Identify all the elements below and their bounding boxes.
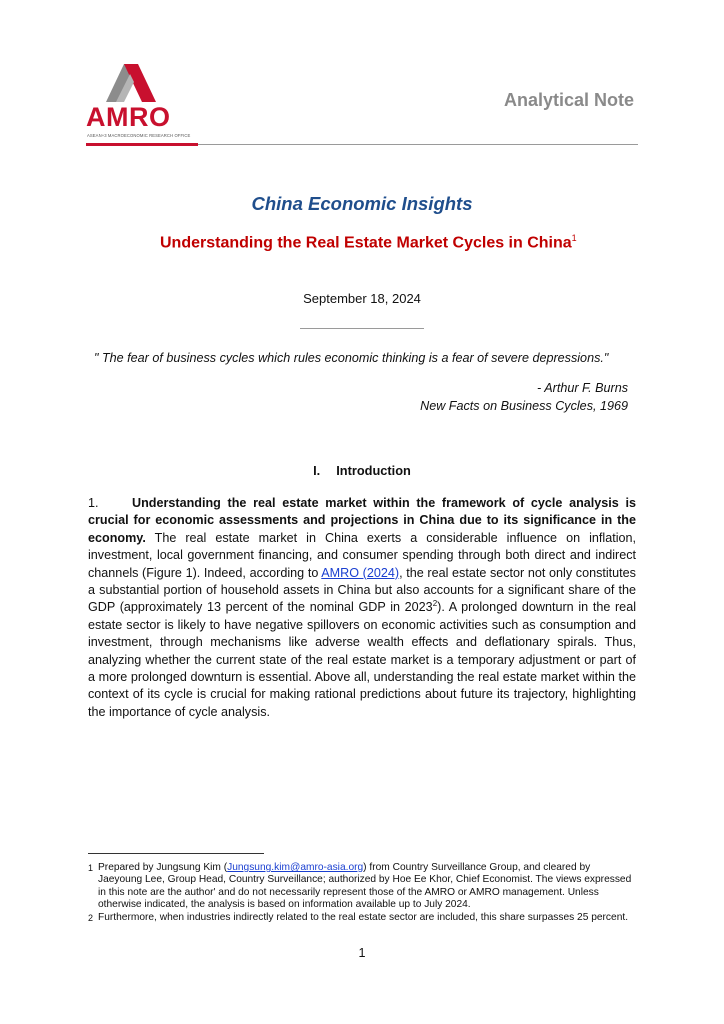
body-paragraph [88,495,636,721]
paragraph-text: The real estate market in China exerts a considerable influence on inflation, investment, local government financing, and consumer spending through both direct and indirect channels (Figure 1). Indeed, according to [88,530,636,580]
main-title-footnote-ref[interactable]: 1 [571,233,577,243]
series-title: China Economic Insights [251,193,473,214]
document-type-label: Analytical Note [503,90,634,110]
header-rule [198,144,638,145]
section-heading [0,463,724,478]
footnote-text: Furthermore, when industries indirectly related to the real estate sector are included, this share surpasses 25 percent. [98,912,629,923]
epigraph-quote: " The fear of business cycles which rules economic thinking is a fear of severe depressions." [94,351,609,365]
page-number: 1 [358,946,366,960]
publication-date: September 18, 2024 [303,291,421,306]
footnote-marker: 1 [88,863,94,873]
header-rule-accent [86,143,198,146]
epigraph-source: New Facts on Business Cycles, 1969 [420,399,628,413]
amro-2024-link[interactable]: AMRO (2024) [321,565,400,580]
author-email-link[interactable]: Jungsung.kim@amro-asia.org [227,862,364,873]
paragraph-text: ). A prolonged downturn in the real estate sector is likely to have negative spillovers on economic activities such as consumption and investment, through mechanisms like adverse wealth effects and deflationary spirals. Thus, analyzing whether the current state of the real estate market is a temporary adjustment or part of a more prolonged downturn is essential. Above all, understanding the real estate market within the context of its cycle is crucial for making rational predictions about future its trajectory, highlighting the importance of cycle analysis. [88,600,636,719]
section-title: Introduction [336,463,411,478]
amro-logo-mark [86,62,166,104]
paragraph-text: , the real estate sector not only constitutes a substantial portion of household assets in China but also accounts for a significant share of the GDP (approximately 13 percent of the nominal GDP in 2023 [88,565,636,615]
footnote-2 [88,912,636,924]
main-title-text: Understanding the Real Estate Market Cycles in China [160,234,572,252]
paragraph-number: 1. [88,496,99,510]
footnote-text: Prepared by Jungsung Kim ( [98,862,228,873]
epigraph-author: - Arthur F. Burns [537,381,628,395]
footnote-1 [88,862,636,911]
footnote-marker: 2 [88,913,94,923]
amro-logo [86,62,196,142]
footnote-divider [88,853,264,854]
logo-tagline: ASEAN+3 MACROECONOMIC RESEARCH OFFICE [87,133,191,138]
main-title [160,233,577,252]
footnote-text: ) from Country Surveillance Group, and cleared by Jaeyoung Lee, Group Head, Country Surveillance; authorized by Hoe Ee Khor, Chief Economist. The views expressed in this note are the author' and do not necessarily represent those of the AMRO or AMRO management. Unless otherwise indicated, the analysis is based on information available up to July 2024. [98,862,632,910]
paragraph-lead: Understanding the real estate market within the framework of cycle analysis is crucial for economic assessments and projections in China due to its significance in the economy. [88,496,636,545]
logo-wordmark: AMRO [86,102,171,132]
section-number: I. [313,463,321,478]
date-divider [300,328,424,329]
footnote-ref-2[interactable]: 2 [432,599,438,609]
